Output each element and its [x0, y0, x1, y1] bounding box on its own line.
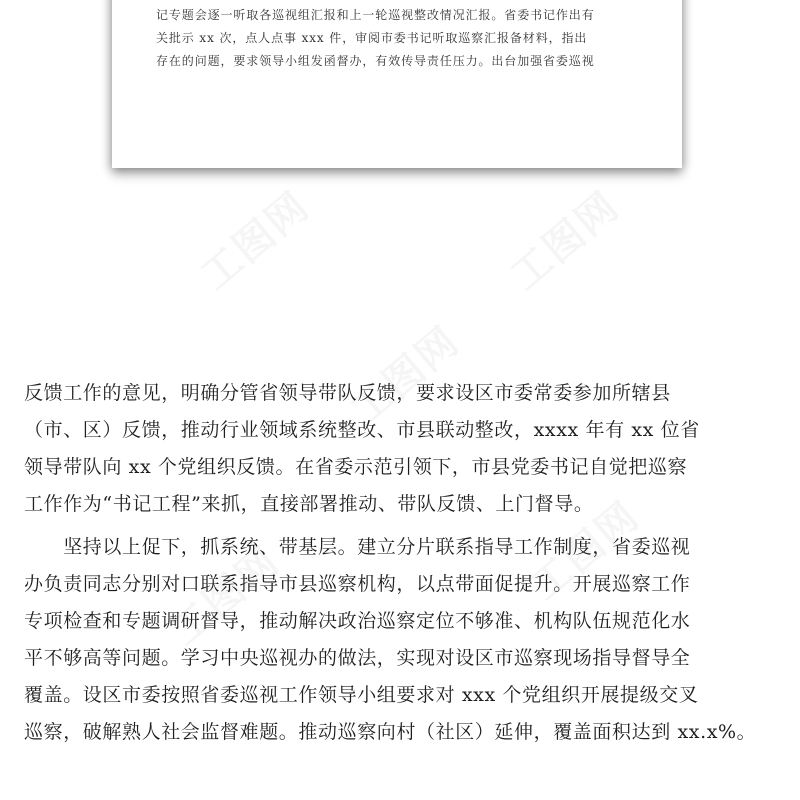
card-text-line: 存在的问题，要求领导小组发函督办，有效传导责任压力。出台加强省委巡视 — [156, 54, 595, 68]
card-text-line: 记专题会逐一听取各巡视组汇报和上一轮巡视整改情况汇报。省委书记作出有 — [156, 8, 595, 22]
watermark-logo: 工图网 — [162, 538, 289, 655]
card-text — [156, 4, 626, 73]
text-line: 巡察，破解熟人社会监督难题。推动巡察向村（社区）延伸，覆盖面积达到 xx.x%。 — [24, 721, 757, 743]
watermark-logo: 工图网 — [522, 493, 649, 610]
text-line: （市、区）反馈，推动行业领域系统整改、市县联动整改，xxxx 年有 xx 位省 — [24, 419, 700, 441]
document-page-card — [112, 0, 682, 168]
text-line: 领导带队向 xx 个党组织反馈。在省委示范引领下，市县党委书记自觉把巡察 — [24, 456, 688, 478]
paragraph-1 — [24, 375, 784, 523]
text-line: 反馈工作的意见，明确分管省领导带队反馈，要求设区市委常委参加所辖县 — [24, 382, 671, 404]
text-line: 办负责同志分别对口联系指导市县巡察机构，以点带面促提升。开展巡察工作 — [24, 573, 691, 595]
text-line: 坚持以上促下，抓系统、带基层。建立分片联系指导工作制度，省委巡视 — [24, 536, 691, 558]
text-line: 覆盖。设区市委按照省委巡视工作领导小组要求对 xxx 个党组织开展提级交叉 — [24, 684, 699, 706]
text-line: 工作作为“书记工程”来抓，直接部署推动、带队反馈、上门督导。 — [24, 493, 594, 515]
card-text-line: 关批示 xx 次，点人点事 xxx 件，审阅市委书记听取巡察汇报备材料，指出 — [156, 31, 588, 45]
paragraph-2 — [24, 529, 784, 751]
document-body — [24, 375, 784, 751]
text-line: 专项检查和专题调研督导，推动解决政治巡察定位不够准、机构队伍规范化水 — [24, 610, 691, 632]
watermark-logo: 工图网 — [342, 318, 469, 435]
watermark-logo: 工图网 — [502, 183, 629, 300]
text-line: 平不够高等问题。学习中央巡视办的做法，实现对设区市巡察现场指导督导全 — [24, 647, 691, 669]
watermark-logo: 工图网 — [192, 183, 319, 300]
